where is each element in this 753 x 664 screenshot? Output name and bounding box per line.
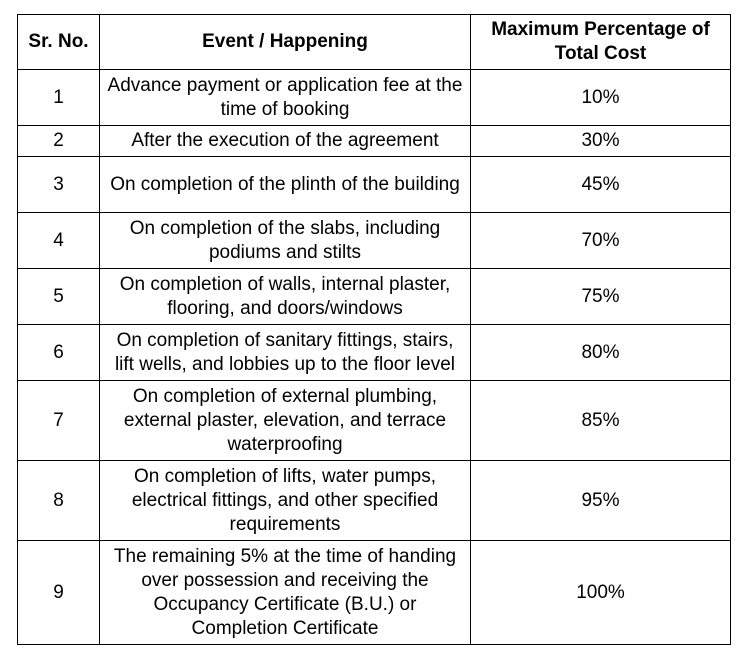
- percentage-cell: 85%: [471, 381, 731, 461]
- percentage-cell: 75%: [471, 269, 731, 325]
- sr-no-cell: 3: [18, 157, 100, 213]
- event-cell: Advance payment or application fee at the time of booking: [100, 70, 471, 126]
- sr-no-cell: 7: [18, 381, 100, 461]
- event-cell: On completion of walls, internal plaster, flooring, and doors/windows: [100, 269, 471, 325]
- percentage-cell: 70%: [471, 213, 731, 269]
- sr-no-cell: 5: [18, 269, 100, 325]
- percentage-cell: 45%: [471, 157, 731, 213]
- header-sr-no: Sr. No.: [18, 15, 100, 70]
- table-row: [18, 381, 731, 461]
- table-row: [18, 461, 731, 541]
- event-cell: On completion of the plinth of the building: [100, 157, 471, 213]
- table-row: [18, 126, 731, 157]
- event-cell: The remaining 5% at the time of handing over possession and receiving the Occupancy Certificate (B.U.) or Completion Certificate: [100, 541, 471, 645]
- header-event: Event / Happening: [100, 15, 471, 70]
- percentage-cell: 80%: [471, 325, 731, 381]
- payment-schedule-table: [17, 14, 731, 645]
- table-row: [18, 213, 731, 269]
- table-row: [18, 541, 731, 645]
- percentage-cell: 100%: [471, 541, 731, 645]
- sr-no-cell: 4: [18, 213, 100, 269]
- sr-no-cell: 8: [18, 461, 100, 541]
- table-row: [18, 269, 731, 325]
- table-row: [18, 157, 731, 213]
- event-cell: After the execution of the agreement: [100, 126, 471, 157]
- event-cell: On completion of the slabs, including podiums and stilts: [100, 213, 471, 269]
- percentage-cell: 10%: [471, 70, 731, 126]
- table-row: [18, 325, 731, 381]
- percentage-cell: 30%: [471, 126, 731, 157]
- event-cell: On completion of sanitary fittings, stairs, lift wells, and lobbies up to the floor level: [100, 325, 471, 381]
- table-header-row: [18, 15, 731, 70]
- event-cell: On completion of lifts, water pumps, electrical fittings, and other specified requirements: [100, 461, 471, 541]
- sr-no-cell: 1: [18, 70, 100, 126]
- sr-no-cell: 9: [18, 541, 100, 645]
- header-max-percentage: Maximum Percentage of Total Cost: [471, 15, 731, 70]
- table-row: [18, 70, 731, 126]
- sr-no-cell: 2: [18, 126, 100, 157]
- sr-no-cell: 6: [18, 325, 100, 381]
- percentage-cell: 95%: [471, 461, 731, 541]
- event-cell: On completion of external plumbing, external plaster, elevation, and terrace waterproofing: [100, 381, 471, 461]
